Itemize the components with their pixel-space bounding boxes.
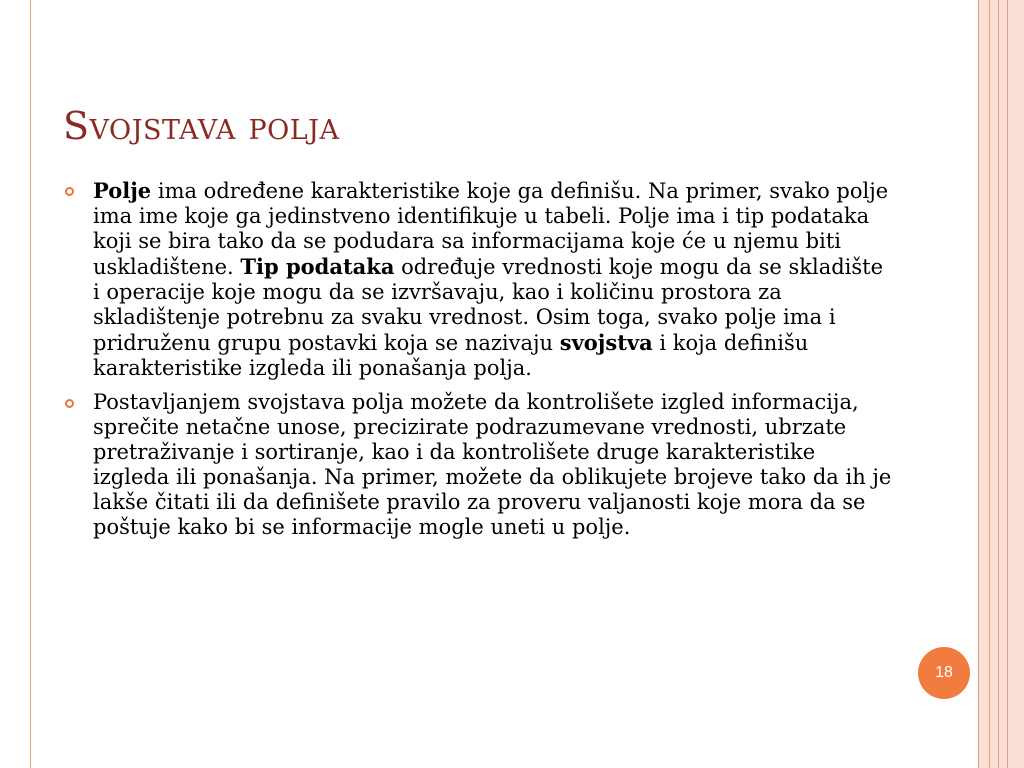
right-decor-stripe (979, 0, 989, 768)
bullet-text (93, 390, 893, 540)
circle-bullet-icon (65, 187, 74, 196)
text-span: i koja definišu karakteristike izgleda ili ponašanja polja. (93, 331, 809, 380)
bold-term-tip-podataka: Tip podataka (240, 254, 395, 279)
page-number-badge: 18 (918, 647, 970, 699)
text-span: ima određene karakteristike koje ga definišu. Na primer, svako polje ima ime koje ga jedinstveno identifikuje u tabeli. Polje ima i tip podataka koji se bira tako da se podudara sa informacijama koje će u njemu biti uskladištene. (93, 179, 889, 279)
bold-term-svojstva: svojstva (559, 330, 653, 355)
text-span: Postavljanjem svojstava polja možete da kontrolišete izgled informacija, sprečite netačne unose, precizirate podrazumevane vrednosti, ubrzate pretraživanje i sortiranje, kao i da kontrolišete druge karakteristike izgleda ili ponašanja. Na primer, možete da oblikujete brojeve tako da ih je lakše čitati ili da definišete pravilo za proveru valjanosti koje mora da se poštuje kako bi se informacije mogle uneti u polje. (93, 390, 892, 539)
bullet-item (63, 178, 893, 381)
right-decor-stripe (999, 0, 1007, 768)
slide-content (63, 178, 893, 549)
bold-term-polje: Polje (93, 178, 152, 203)
right-decor-stripe (1008, 0, 1024, 768)
bullet-text (93, 178, 893, 381)
slide-title: Svojstava polja (63, 104, 340, 148)
circle-bullet-icon (65, 399, 74, 408)
text-span: određuje vrednosti koje mogu da se skladište i operacije koje mogu da se izvršavaju, kao i količinu prostora za skladištenje potrebnu za svaku vrednost. Osim toga, svako polje ima i pridruženu grupu postavki koja se nazivaju (93, 255, 884, 355)
right-decor-stripe (990, 0, 998, 768)
left-border-line (30, 0, 31, 768)
bullet-item (63, 390, 893, 540)
